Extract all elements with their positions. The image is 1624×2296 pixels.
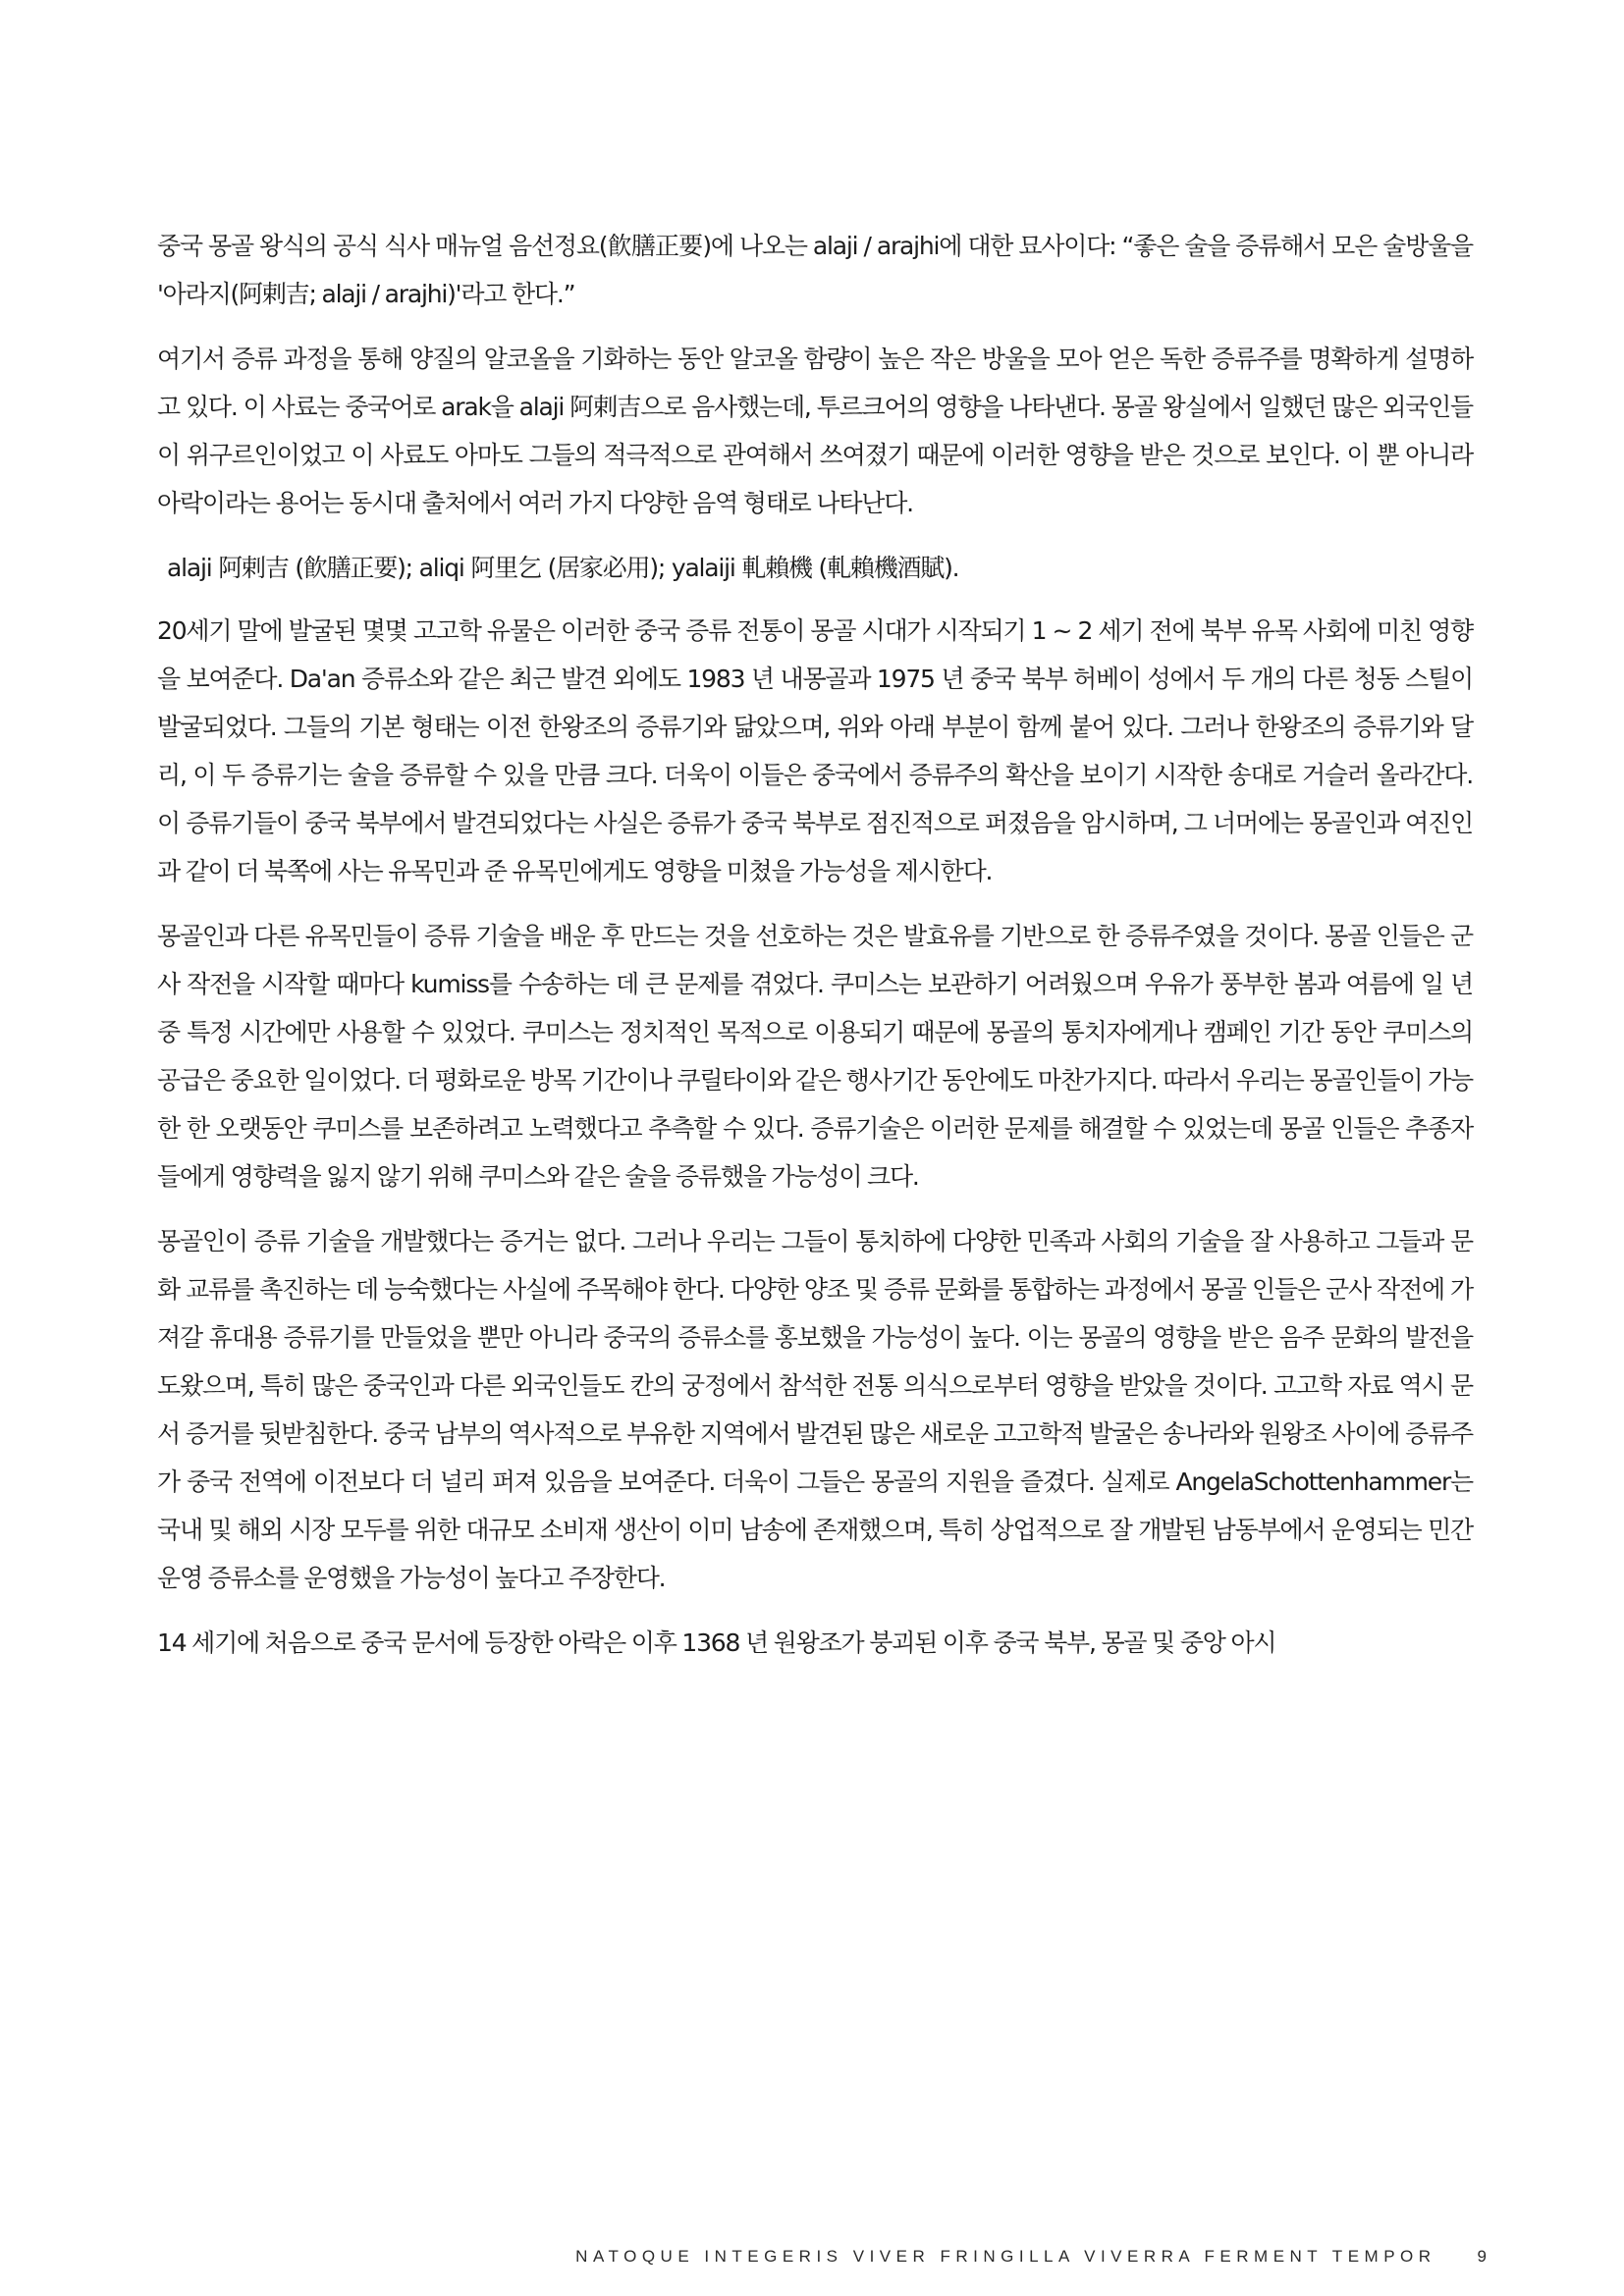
- paragraph-6: 14 세기에 처음으로 중국 문서에 등장한 아락은 이후 1368 년 원왕조가 붕괴된 이후 중국 북부, 몽골 및 중앙 아시: [157, 1629, 1276, 1657]
- running-title: NATOQUE INTEGERIS VIVER FRINGILLA VIVERRA FERMENT TEMPOR: [575, 2247, 1436, 2266]
- paragraph-5: 몽골인이 증류 기술을 개발했다는 증거는 없다. 그러나 우리는 그들이 통치하에 다양한 민족과 사회의 기술을 잘 사용하고 그들과 문화 교류를 촉진하는 데 능숙했다는 사실에 주목해야 한다. 다양한 양조 및 증류 문화를 통합하는 과정에서 몽골 인들은 군사 작전에 가져갈 휴대용 증류기를 만들었을 뿐만 아니라 중국의 증류소를 홍보했을 가능성이 높다. 이는 몽골의 영향을 받은 음주 문화의 발전을 도왔으며, 특히 많은 중국인과 다른 외국인들도 칸의 궁정에서 참석한 전통 의식으로부터 영향을 받았을 것이다. 고고학 자료 역시 문서 증거를 뒷받침한다. 중국 남부의 역사적으로 부유한 지역에서 발견된 많은 새로운 고고학적 발굴은 송나라와 원왕조 사이에 증류주가 중국 전역에 이전보다 더 널리 퍼져 있음을 보여준다. 더욱이 그들은 몽골의 지원을 즐겼다. 실제로 AngelaSchottenhammer는 국내 및 해외 시장 모두를 위한 대규모 소비재 생산이 이미 남송에 존재했으며, 특히 상업적으로 잘 개발된 남동부에서 운영되는 민간 운영 증류소를 운영했을 가능성이 높다고 주장한다.: [157, 1227, 1474, 1592]
- paragraph-4: 몽골인과 다른 유목민들이 증류 기술을 배운 후 만드는 것을 선호하는 것은 발효유를 기반으로 한 증류주였을 것이다. 몽골 인들은 군사 작전을 시작할 때마다 kumiss를 수송하는 데 큰 문제를 겪었다. 쿠미스는 보관하기 어려웠으며 우유가 풍부한 봄과 여름에 일 년 중 특정 시간에만 사용할 수 있었다. 쿠미스는 정치적인 목적으로 이용되기 때문에 몽골의 통치자에게나 캠페인 기간 동안 쿠미스의 공급은 중요한 일이었다. 더 평화로운 방목 기간이나 쿠릴타이와 같은 행사기간 동안에도 마찬가지다. 따라서 우리는 몽골인들이 가능한 한 오랫동안 쿠미스를 보존하려고 노력했다고 추측할 수 있다. 증류기술은 이러한 문제를 해결할 수 있었는데 몽골 인들은 추종자들에게 영향력을 잃지 않기 위해 쿠미스와 같은 술을 증류했을 가능성이 크다.: [157, 922, 1473, 1191]
- paragraph-3: 20세기 말에 발굴된 몇몇 고고학 유물은 이러한 중국 증류 전통이 몽골 시대가 시작되기 1 ~ 2 세기 전에 북부 유목 사회에 미친 영향을 보여준다. Da'an 증류소와 같은 최근 발견 외에도 1983 년 내몽골과 1975 년 중국 북부 허베이 성에서 두 개의 다른 청동 스틸이 발굴되었다. 그들의 기본 형태는 이전 한왕조의 증류기와 닮았으며, 위와 아래 부분이 함께 붙어 있다. 그러나 한왕조의 증류기와 달리, 이 두 증류기는 술을 증류할 수 있을 만큼 크다. 더욱이 이들은 중국에서 증류주의 확산을 보이기 시작한 송대로 거슬러 올라간다. 이 증류기들이 중국 북부에서 발견되었다는 사실은 증류가 중국 북부로 점진적으로 퍼졌음을 암시하며, 그 너머에는 몽골인과 여진인과 같이 더 북쪽에 사는 유목민과 준 유목민에게도 영향을 미쳤을 가능성을 제시한다.: [157, 616, 1473, 885]
- page-footer: [0, 2247, 1487, 2267]
- citation-line: alaji 阿剌吉 (飮膳正要); aliqi 阿里乞 (居家必用); yalaiji 軋賴機 (軋賴機酒賦).: [167, 554, 959, 582]
- paragraph-2: 여기서 증류 과정을 통해 양질의 알코올을 기화하는 동안 알코올 함량이 높은 작은 방울을 모아 얻은 독한 증류주를 명확하게 설명하고 있다. 이 사료는 중국어로 arak을 alaji 阿剌吉으로 음사했는데, 투르크어의 영향을 나타낸다. 몽골 왕실에서 일했던 많은 외국인들이 위구르인이었고 이 사료도 아마도 그들의 적극적으로 관여해서 쓰여졌기 때문에 이러한 영향을 받은 것으로 보인다. 이 뿐 아니라 아락이라는 용어는 동시대 출처에서 여러 가지 다양한 음역 형태로 나타난다.: [157, 345, 1473, 517]
- paragraph-1: 중국 몽골 왕식의 공식 식사 매뉴얼 음선정요(飮膳正要)에 나오는 alaji / arajhi에 대한 묘사이다: “좋은 술을 증류해서 모은 술방울을 '아라지(阿剌吉; alaji / arajhi)'라고 한다.”: [157, 232, 1473, 308]
- page-body: [157, 222, 1473, 1683]
- page-number: 9: [1477, 2247, 1487, 2266]
